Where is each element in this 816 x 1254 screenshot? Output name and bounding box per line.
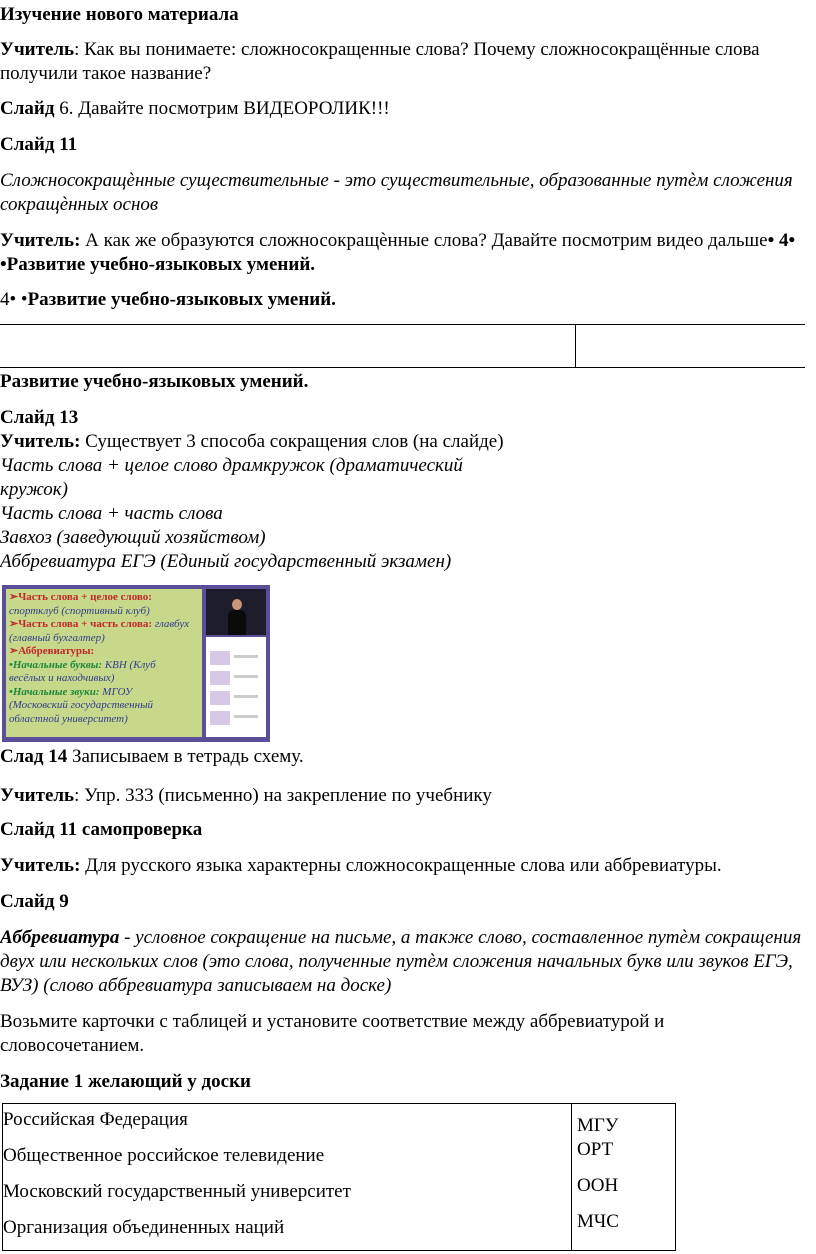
slide11-check: Слайд 11 самопроверка [0,819,203,840]
heading: Изучение нового материала [0,4,239,25]
abbr-definition: Аббревиатура - условное сокращение на письме, а также слово, составленное путѐм сокращения двух или нескольких слов (это слова, полученные путѐм сложения начальных букв или звуков ЕГЭ, ВУЗ) (слово аббревиатура записываем на доске) [0,927,802,996]
abbr-cell: ООН [577,1175,619,1196]
slide6-note: Слайд 6. Давайте посмотрим ВИДЕОРОЛИК!!! [0,98,390,119]
slide11-title: Слайд 11 [0,134,78,155]
teacher-video: Учитель: А как же образуются сложносокращѐнные слова? Давайте посмотрим видео дальше• 4• •Развитие учебно-языковых умений. [0,230,796,275]
skills-line: 4• •Развитие учебно-языковых умений. [0,289,336,310]
phrase-cell: Московский государственный университет [3,1181,351,1202]
slides-sidebar [206,637,266,737]
slide13-title: Слайд 13 [0,407,79,428]
section-title: Развитие учебно-языковых умений. [0,371,309,392]
abbr-cell: ОРТ [577,1139,614,1160]
slide9-title: Слайд 9 [0,891,69,912]
definition: Сложносокращѐнные существительные - это существительные, образованные путѐм сложения сокращѐнных основ [0,170,793,215]
task1-title: Задание 1 желающий у доски [0,1071,251,1092]
slide-text-panel: ➢Часть слова + целое слово: спортклуб (спортивный клуб) ➢Часть слова + часть слова: главбух (главный бухгалтер) ➢Аббревиатуры: •Начальные буквы: КВН (Клуб весёлых и находчивых) •Начальные звуки: МГОУ (Московский государственный областной университет) [6,589,202,737]
cards-instruction: Возьмите карточки с таблицей и установите соответствие между аббревиатурой и словосочетанием. [0,1011,665,1056]
method-1: Часть слова + целое слово драмкружок (драматический [0,455,463,476]
phrase-cell: Российская Федерация [3,1109,188,1130]
slide-screenshot [2,585,270,742]
exercise-note: Учитель: Упр. 333 (письменно) на закрепление по учебнику [0,785,492,806]
table-divider [575,324,576,368]
method-2-example: Завхоз (заведующий хозяйством) [0,527,266,548]
phrase-cell: Организация объединенных наций [3,1217,285,1238]
method-2: Часть слова + часть слова [0,503,223,524]
method-3: Аббревиатура ЕГЭ (Единый государственный экзамен) [0,551,452,572]
table-bottom-rule [0,367,805,368]
method-1-cont: кружок) [0,479,69,500]
video-thumbnail [206,589,266,635]
table-top-rule [0,324,805,325]
abbr-cell: МЧС [577,1211,619,1232]
teacher-question: Учитель: Как вы понимаете: сложносокращенные слова? Почему сложносокращённые слова получили такое название? [0,39,760,84]
teacher-methods: Учитель: Существует 3 способа сокращения слов (на слайде) [0,431,504,452]
teacher-abbr: Учитель: Для русского языка характерны сложносокращенные слова или аббревиатуры. [0,855,722,876]
slide14-note: Слад 14 Записываем в тетрадь схему. [0,746,304,767]
phrase-cell: Общественное российское телевидение [3,1145,325,1166]
matching-table [2,1103,676,1251]
abbr-cell: МГУ [577,1115,619,1136]
